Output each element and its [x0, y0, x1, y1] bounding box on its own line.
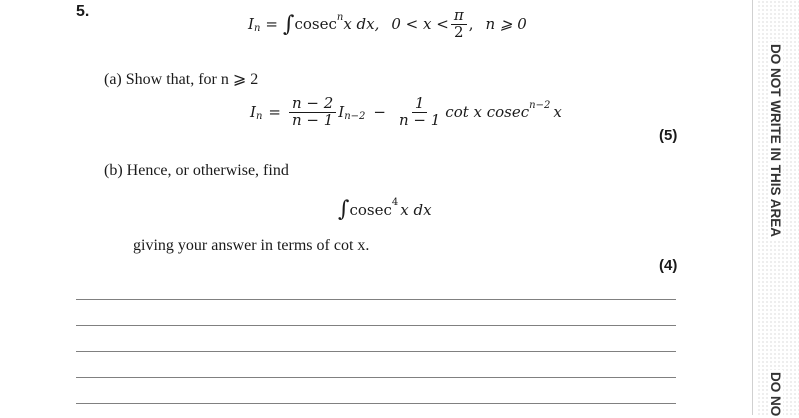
cosec-func: cosec [349, 200, 392, 219]
denominator-two: 2 [453, 22, 464, 41]
comma: , [468, 15, 474, 34]
fraction-numerator: n − 2 [289, 96, 336, 113]
part-a-label: (a) Show that, for n ⩾ 2 [104, 71, 259, 88]
answer-line [76, 351, 676, 352]
subscript-n: n [255, 110, 263, 122]
integral-sign: ∫ [282, 11, 295, 37]
minus-sign: − [373, 103, 386, 122]
equals-sign: = [268, 103, 281, 122]
i-symbol: I [248, 15, 254, 34]
fraction-denominator: n − 1 [291, 110, 334, 129]
equals-sign: = [265, 15, 278, 34]
cot-cosec-term: cot x cosec [445, 103, 530, 122]
fraction-denominator: n − 1 [398, 110, 441, 129]
answer-line [76, 299, 676, 300]
part-b-marks: (4) [659, 257, 678, 274]
part-b-instruction: giving your answer in terms of cot x. [133, 237, 370, 254]
integral-sign: ∫ [338, 197, 350, 222]
subscript-n-minus-2: n−2 [344, 110, 366, 122]
part-a-marks: (5) [659, 127, 678, 144]
pi-symbol: π [451, 8, 467, 25]
question-number: 5. [76, 3, 90, 20]
answer-line [76, 403, 676, 404]
i-symbol: I [250, 103, 256, 122]
margin-warning-text-cut: DO NO [768, 372, 783, 417]
superscript-n-minus-2: n−2 [529, 99, 551, 111]
margin-warning-text: DO NOT WRITE IN THIS AREA [768, 44, 783, 237]
integral-cosec4 [338, 197, 432, 222]
x-dx: x dx [400, 200, 432, 219]
cosec-func: cosec [294, 15, 337, 34]
fraction-numerator: 1 [412, 96, 428, 113]
answer-line [76, 377, 676, 378]
pi-over-two [451, 8, 467, 41]
dx-text: x dx, [343, 15, 380, 34]
reduction-formula [250, 96, 562, 129]
part-b-label: (b) Hence, or otherwise, find [104, 162, 289, 179]
superscript-4: 4 [391, 197, 399, 208]
subscript-n: n [253, 22, 261, 34]
range-text: 0 < x < [391, 15, 449, 34]
fraction-one-over [396, 96, 443, 129]
margin-divider [752, 0, 753, 415]
answer-line [76, 325, 676, 326]
fraction-n-minus-2 [289, 96, 336, 129]
superscript-n: n [336, 11, 344, 23]
n-condition: n ⩾ 0 [485, 15, 527, 34]
definition-formula [248, 8, 527, 41]
i-symbol-2: I [338, 103, 345, 122]
x-var: x [553, 103, 562, 122]
